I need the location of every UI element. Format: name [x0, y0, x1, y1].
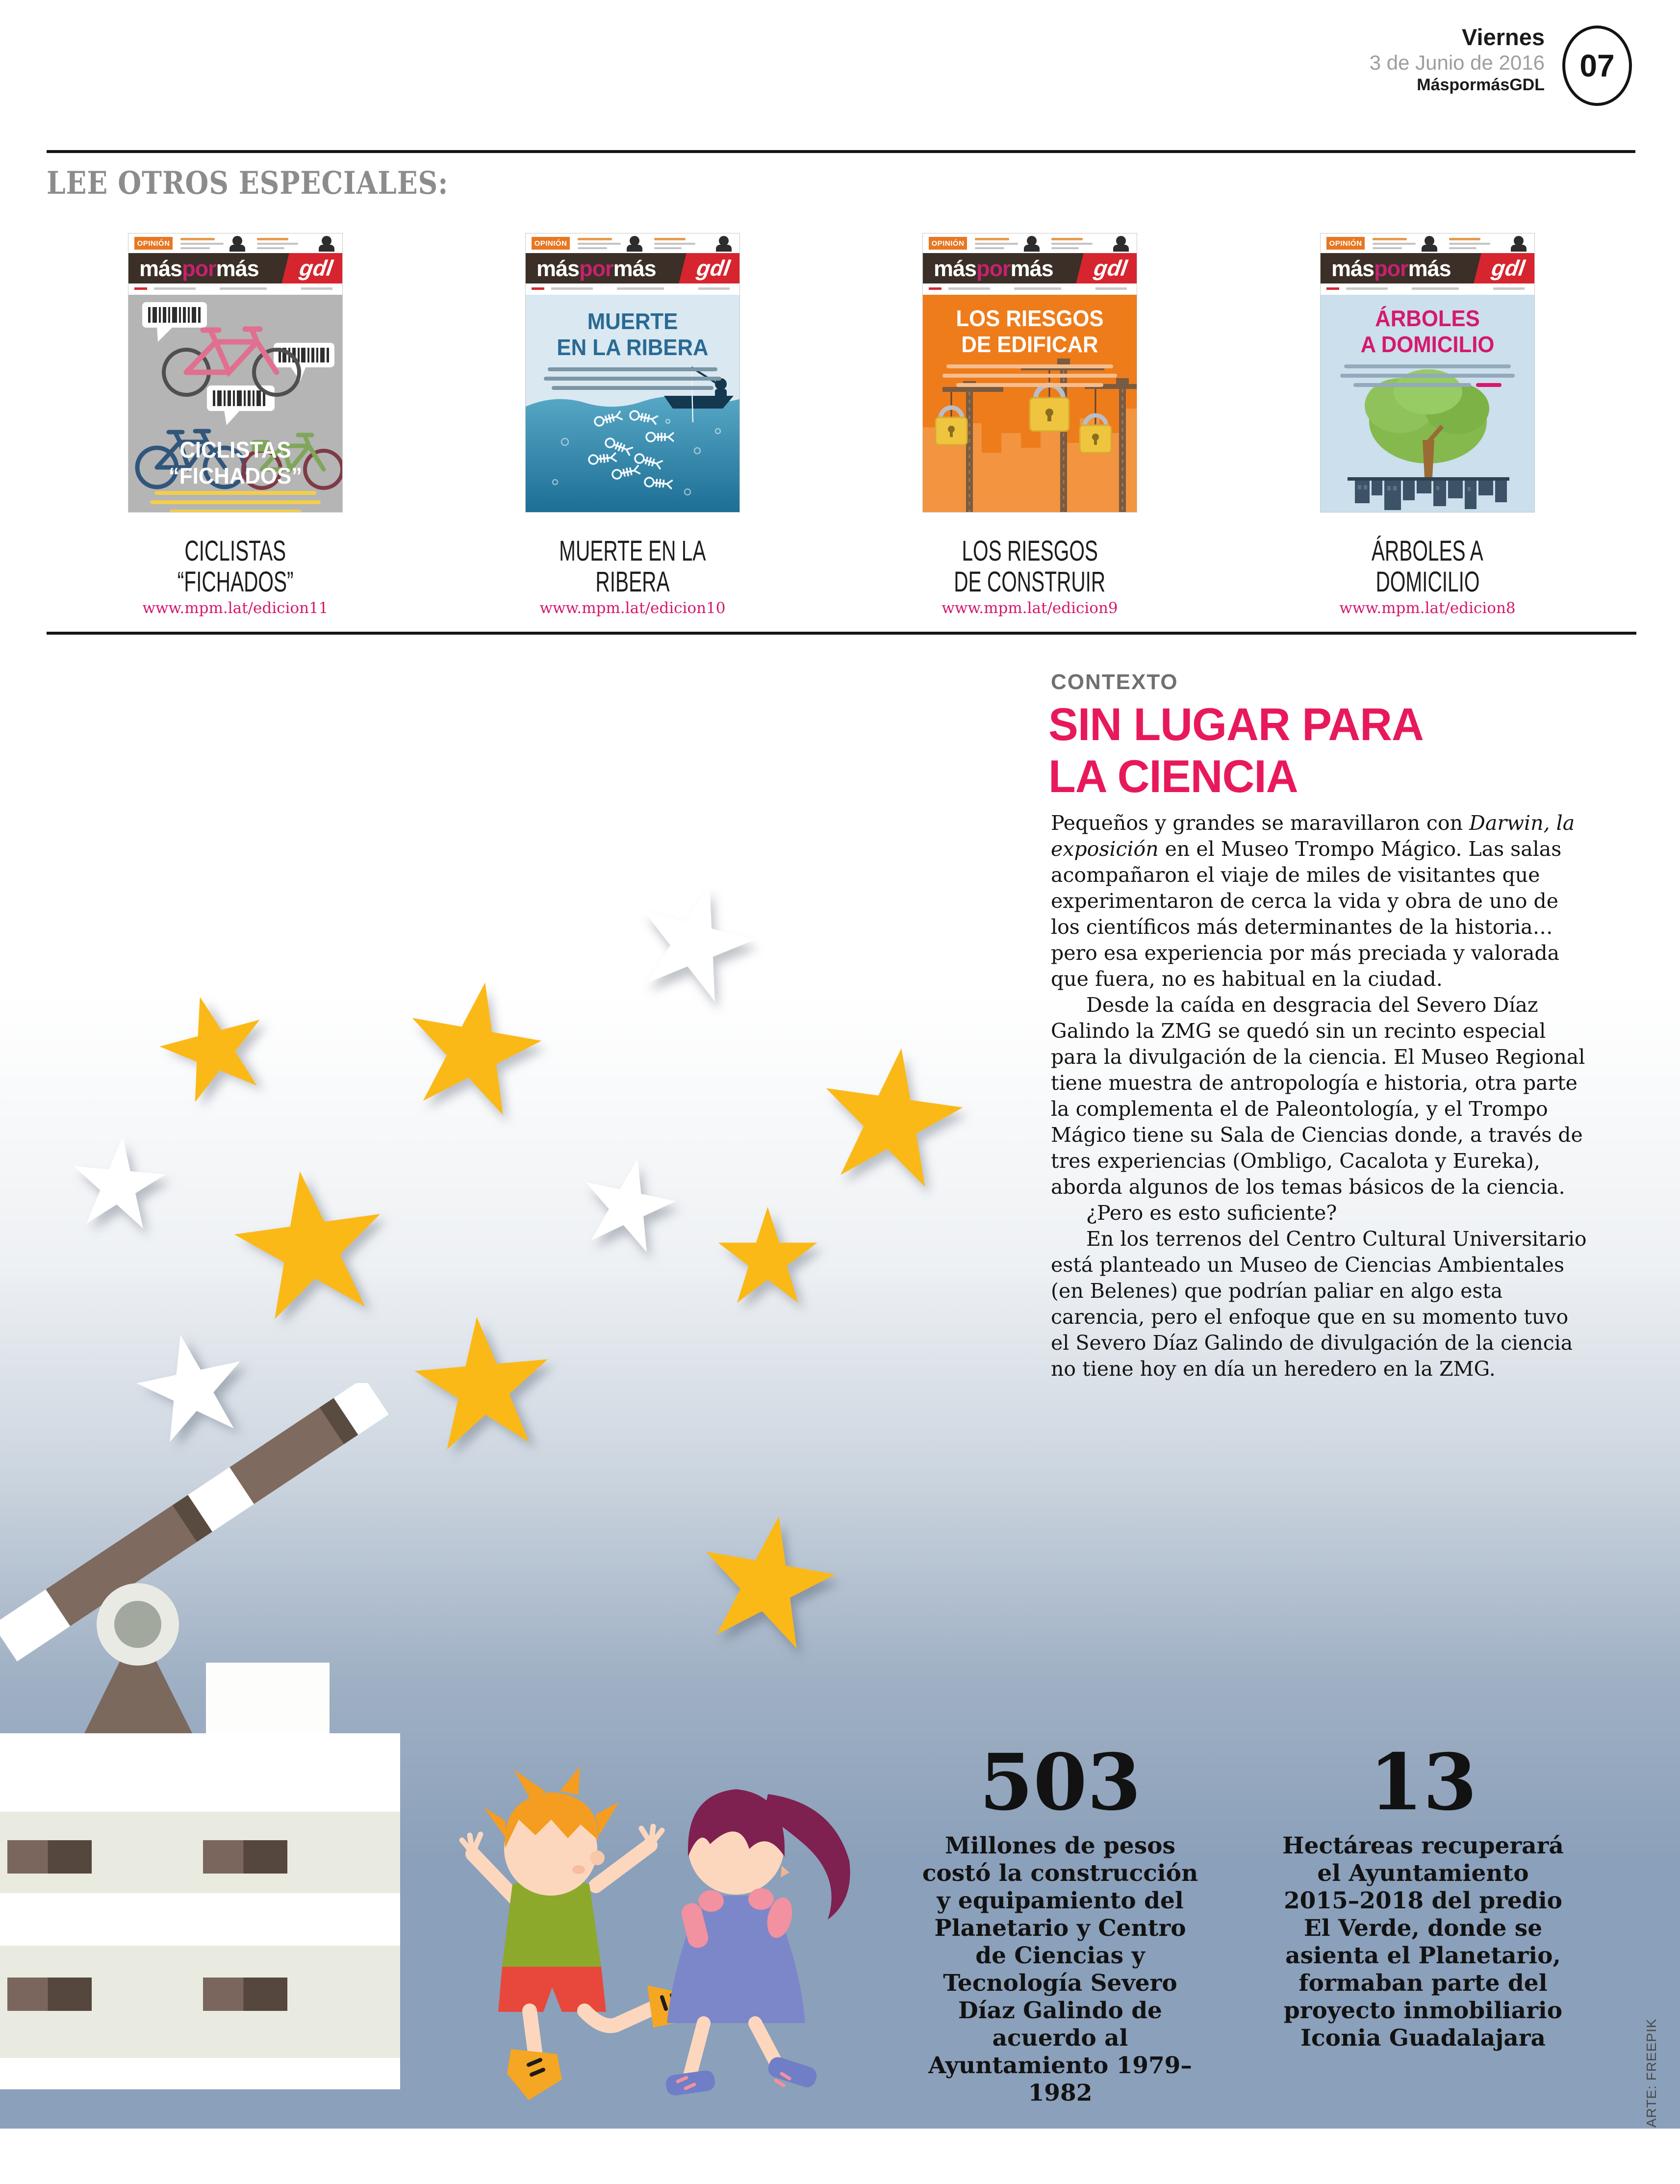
- star-yellow-icon: [406, 1305, 560, 1459]
- cover-url[interactable]: www.mpm.lat/edicion9: [942, 599, 1118, 617]
- header-brand: MáspormásGDL: [1417, 76, 1545, 94]
- cover-art-title: CICLISTAS “FICHADOS”: [169, 437, 302, 488]
- cover-art-title: LOS RIESGOS DE EDIFICAR: [956, 306, 1104, 357]
- star-yellow-icon: [715, 1203, 820, 1308]
- cover-deck-lines: [1321, 364, 1534, 387]
- masthead-gdl-flag: gdl: [1474, 253, 1534, 283]
- cover-dateline: [923, 283, 1137, 295]
- girl-figure: [665, 1789, 850, 2097]
- star-yellow-icon: [687, 1498, 848, 1660]
- author-avatar-icon: [1425, 236, 1434, 246]
- star-yellow-icon: [809, 1032, 975, 1199]
- children-illustration: [456, 1756, 868, 2114]
- cover-masthead: más por más gdl: [1321, 253, 1534, 283]
- cover-opinion-strip: [923, 233, 1137, 253]
- star-yellow-icon: [221, 1154, 398, 1331]
- header-day: Viernes: [1462, 24, 1545, 50]
- cover-deck-lines: [526, 367, 739, 390]
- cover-art-lake: [526, 295, 739, 513]
- building-window: [7, 1978, 92, 2011]
- article-paragraph: Pequeños y grandes se maravillaron con Darwin, la exposición en el Museo Trompo Mágico. Las salas acompañaron el viaje de miles de visitantes que experimentaron de cerca la vida y obra de uno de los científicos más determinantes de la historia… pero esa experiencia por más preciada y valorada que fuera, no es habitual en la ciudad.: [1051, 811, 1575, 991]
- opinion-badge: OPINIÓN: [532, 237, 570, 250]
- cover-edicion8[interactable]: [1320, 233, 1535, 513]
- cover-edicion10[interactable]: [525, 233, 740, 513]
- cover-caption: ÁRBOLES A DOMICILIO: [1372, 535, 1483, 598]
- opinion-badge: OPINIÓN: [134, 237, 173, 250]
- article-body: [1051, 810, 1588, 1382]
- masthead-gdl-flag: gdl: [1076, 253, 1137, 283]
- cover-deck-lines: [128, 491, 342, 513]
- author-avatar-icon: [630, 236, 639, 246]
- header-date: 3 de Junio de 2016: [1369, 51, 1545, 75]
- star-yellow-icon: [393, 965, 555, 1127]
- cover-deck-lines: [923, 364, 1137, 387]
- cover-opinion-strip: [128, 233, 342, 253]
- cover-caption: LOS RIESGOS DE CONSTRUIR: [954, 535, 1106, 598]
- art-credit: ARTE: FREEPIK: [1644, 2018, 1659, 2128]
- cover-masthead: más por más gdl: [526, 253, 739, 283]
- cover-art-title: MUERTE EN LA RIBERA: [557, 308, 709, 360]
- stat-value: 503: [979, 1737, 1141, 1828]
- top-rule: [47, 150, 1635, 153]
- author-avatar-icon: [322, 236, 331, 246]
- masthead-gdl-flag: gdl: [281, 253, 342, 283]
- cover-art-tree: [1321, 295, 1534, 513]
- cover-url[interactable]: www.mpm.lat/edicion8: [1339, 599, 1516, 617]
- page-header: [1370, 24, 1545, 95]
- star-white-icon: [570, 1145, 686, 1261]
- cover-caption: CICLISTAS “FICHADOS”: [177, 535, 294, 598]
- author-avatar-icon: [232, 236, 242, 246]
- observatory-building: [0, 1733, 400, 2089]
- article-headline: SIN LUGAR PARA LA CIENCIA: [1048, 698, 1424, 802]
- stat-caption: Hectáreas recuperará el Ayuntamiento 2015–2018 del predio El Verde, donde se asienta el Planetario, formaban parte del proyecto inmobiliario Iconia Guadalajara: [1282, 1832, 1564, 2052]
- cover-url[interactable]: www.mpm.lat/edicion10: [539, 599, 726, 617]
- cover-edicion9[interactable]: [922, 233, 1137, 513]
- page-number-badge: 07: [1562, 26, 1632, 106]
- stat-13: [1281, 1737, 1565, 2052]
- star-white-icon: [66, 1129, 172, 1235]
- building-window: [203, 1978, 287, 2011]
- opinion-badge: OPINIÓN: [929, 237, 967, 250]
- observatory-roofbox: [206, 1663, 330, 1734]
- cover-art-bikes: [128, 295, 342, 513]
- cover-art-title: ÁRBOLES A DOMICILIO: [1360, 306, 1495, 357]
- cover-opinion-strip: [1321, 233, 1534, 253]
- article-paragraph: Desde la caída en desgracia del Severo Díaz Galindo la ZMG se quedó sin un recinto especial para la divulgación de la ciencia. El Museo Regional tiene muestra de antropología e historia, otra parte la complementa el de Paleontología, y el Trompo Mágico tiene su Sala de Ciencias donde, a través de tres experiencias (Ombligo, Cacalota y Eureka), aborda algunos de los temas básicos de la ciencia.: [1051, 993, 1585, 1199]
- cover-dateline: [1321, 283, 1534, 295]
- masthead-gdl-flag: gdl: [679, 253, 739, 283]
- article-paragraph: En los terrenos del Centro Cultural Universitario está planteado un Museo de Ciencias Ambientales (en Belenes) que podrían paliar en algo esta carencia, pero el enfoque que en su momento tuvo el Severo Díaz Galindo de divulgación de la ciencia no tiene hoy en día un heredero en la ZMG.: [1051, 1227, 1587, 1381]
- author-avatar-icon: [1514, 236, 1524, 246]
- cover-dateline: [128, 283, 342, 295]
- cover-caption: MUERTE EN LA RIBERA: [559, 535, 706, 598]
- cover-art-cranes: [923, 295, 1137, 513]
- cover-masthead: más por más gdl: [128, 253, 342, 283]
- author-avatar-icon: [1116, 236, 1126, 246]
- stat-caption: Millones de pesos costó la construcción y equipamiento del Planetario y Centro de Ciencias y Tecnología Severo Díaz Galindo de acuerdo al Ayuntamiento 1979–1982: [922, 1832, 1198, 2107]
- stat-503: [918, 1737, 1202, 2107]
- cover-url[interactable]: www.mpm.lat/edicion11: [142, 599, 329, 617]
- cover-masthead: más por más gdl: [923, 253, 1137, 283]
- building-window: [7, 1840, 92, 1874]
- cover-dateline: [526, 283, 739, 295]
- building-window: [203, 1840, 287, 1874]
- cover-edicion11[interactable]: [128, 233, 343, 513]
- boy-figure: [462, 1767, 687, 2100]
- author-avatar-icon: [1027, 236, 1037, 246]
- article-kicker: CONTEXTO: [1051, 670, 1178, 694]
- article-paragraph: ¿Pero es esto suficiente?: [1086, 1201, 1337, 1225]
- opinion-badge: OPINIÓN: [1326, 237, 1365, 250]
- stat-value: 13: [1369, 1737, 1477, 1828]
- author-avatar-icon: [719, 236, 729, 246]
- cover-opinion-strip: [526, 233, 739, 253]
- section-title: LEE OTROS ESPECIALES:: [47, 165, 449, 202]
